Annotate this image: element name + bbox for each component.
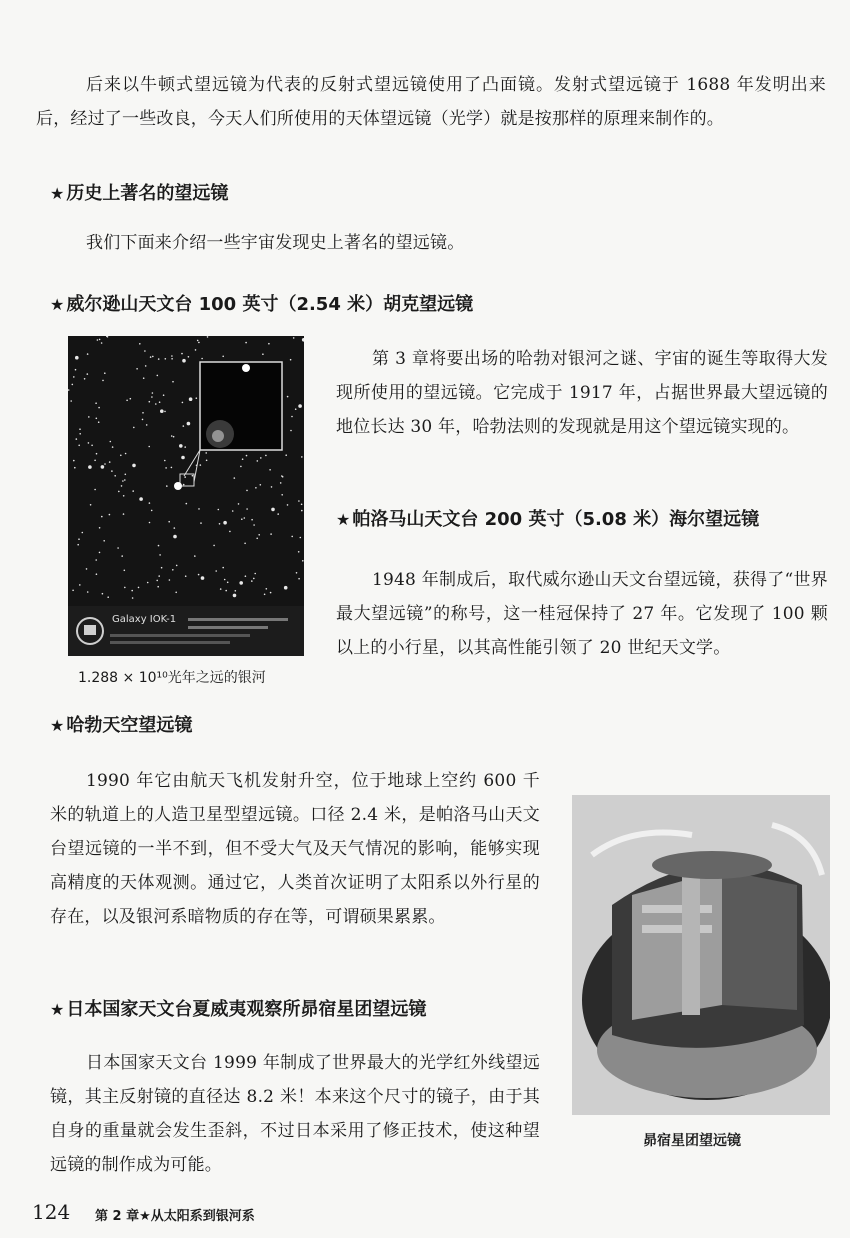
star-point: [218, 509, 220, 511]
star-point: [142, 419, 144, 421]
star-point: [96, 418, 98, 420]
star-point: [165, 358, 167, 360]
star-point: [268, 343, 270, 345]
star-point: [242, 458, 244, 460]
star-point: [260, 457, 262, 459]
star-point: [246, 508, 248, 510]
star-point: [206, 460, 208, 462]
star-point: [126, 400, 128, 402]
star-point: [269, 469, 271, 471]
star-point: [298, 500, 300, 502]
star-point: [124, 479, 126, 481]
heading-hubble-title: 哈勃天空望远镜: [66, 715, 193, 736]
star-point: [222, 356, 224, 358]
star-point: [87, 353, 89, 355]
star-point: [295, 408, 297, 410]
star-point: [99, 339, 101, 341]
star-point: [246, 455, 248, 457]
star-point: [110, 441, 112, 443]
star-point: [198, 508, 200, 510]
star-point: [101, 465, 105, 469]
star-point: [189, 397, 193, 401]
star-point: [122, 480, 124, 482]
star-point: [271, 508, 275, 512]
star-point: [73, 460, 75, 462]
star-point: [151, 396, 153, 398]
star-point: [95, 559, 97, 561]
star-point: [260, 484, 262, 486]
star-point: [201, 576, 205, 580]
star-point: [290, 430, 292, 432]
star-point: [111, 470, 113, 472]
star-point: [173, 535, 177, 539]
star-point: [244, 543, 246, 545]
star-point: [185, 575, 187, 577]
star-point: [120, 455, 122, 457]
star-point: [302, 560, 304, 562]
star-point: [184, 476, 186, 478]
star-point: [112, 446, 114, 448]
star-point: [159, 401, 161, 403]
star-point: [215, 570, 217, 572]
star-point: [94, 489, 96, 491]
star-point: [123, 495, 125, 497]
heading-hale-telescope: [336, 505, 759, 531]
star-point: [222, 567, 224, 569]
star-point: [194, 555, 196, 557]
star-point: [172, 569, 174, 571]
star-point: [77, 544, 79, 546]
star-point: [265, 455, 267, 457]
star-point: [187, 422, 191, 426]
star-point: [114, 475, 116, 477]
star-point: [227, 582, 229, 584]
star-point: [179, 444, 183, 448]
star-point: [143, 377, 145, 379]
star-point: [79, 428, 81, 430]
star-point: [164, 460, 166, 462]
heading-subaru-telescope: [50, 995, 426, 1021]
star-point: [125, 474, 127, 476]
star-icon: ★: [50, 1000, 65, 1019]
star-point: [86, 568, 88, 570]
star-point: [157, 586, 159, 588]
star-point: [104, 463, 106, 465]
star-point: [245, 575, 247, 577]
star-point: [282, 476, 284, 478]
star-point: [224, 579, 226, 581]
page-number: 124: [32, 1200, 71, 1224]
star-point: [207, 336, 209, 338]
heading-hale-title: 帕洛马山天文台 200 英寸（5.08 米）海尔望远镜: [352, 509, 760, 530]
star-point: [205, 452, 207, 454]
star-point: [176, 565, 178, 567]
galaxy-image-label: Galaxy IOK-1: [112, 614, 177, 625]
star-point: [171, 358, 173, 360]
star-point: [198, 342, 200, 344]
star-point: [234, 477, 236, 479]
star-point: [123, 513, 125, 515]
star-point: [95, 402, 97, 404]
intro-paragraph: 后来以牛顿式望远镜为代表的反射式望远镜使用了凸面镜。发射式望远镜于 1688 年发明出来后，经过了一些改良，今天人们所使用的天体望远镜（光学）就是按那样的原理来制作的。: [36, 75, 826, 129]
star-point: [240, 466, 242, 468]
star-point: [184, 446, 186, 448]
star-point: [264, 594, 266, 596]
star-point: [70, 400, 72, 402]
star-point: [287, 396, 289, 398]
star-point: [102, 380, 104, 382]
star-point: [88, 416, 90, 418]
star-point: [201, 358, 203, 360]
star-point: [94, 460, 96, 462]
star-point: [132, 464, 136, 468]
heading-hooker-telescope: [50, 290, 473, 316]
star-point: [104, 372, 106, 374]
star-point: [109, 461, 111, 463]
star-point: [75, 369, 77, 371]
hale-paragraph: 1948 年制成后，取代威尔逊山天文台望远镜，获得了“世界最大望远镜”的称号，这一桂冠保持了 27 年。它发现了 100 颗以上的小行星，以其高性能引领了 20 世纪天文学。: [336, 570, 828, 658]
star-point: [188, 356, 190, 358]
star-point: [198, 574, 200, 576]
star-point: [169, 579, 171, 581]
heading-hubble-telescope: [50, 711, 192, 737]
star-icon: ★: [50, 295, 65, 314]
star-point: [107, 596, 109, 598]
subaru-telescope-image: [572, 795, 830, 1115]
star-point: [239, 581, 243, 585]
star-point: [78, 538, 80, 540]
star-point: [277, 513, 279, 515]
galaxy-image-caption: 1.288 × 10¹⁰光年之远的银河: [78, 670, 266, 686]
star-point: [125, 453, 127, 455]
star-point: [270, 592, 272, 594]
star-point: [138, 587, 140, 589]
star-point: [146, 424, 148, 426]
heading-famous-telescopes: [50, 179, 228, 205]
star-icon: ★: [50, 184, 65, 203]
star-point: [171, 467, 173, 469]
star-point: [103, 540, 105, 542]
star-point: [156, 580, 158, 582]
famous-paragraph: 我们下面来介绍一些宇宙发现史上著名的望远镜。: [86, 233, 465, 253]
star-point: [75, 356, 79, 360]
star-point: [186, 503, 188, 505]
star-point: [181, 353, 183, 355]
star-point: [151, 510, 153, 512]
star-point: [155, 403, 157, 405]
star-point: [183, 484, 185, 486]
star-point: [196, 397, 198, 399]
star-point: [168, 521, 170, 523]
star-point: [291, 536, 293, 538]
star-point: [102, 593, 104, 595]
star-point: [232, 510, 234, 512]
star-point: [161, 567, 163, 569]
star-point: [78, 445, 80, 447]
star-point: [223, 521, 227, 525]
star-point: [139, 343, 141, 345]
star-point: [133, 427, 135, 429]
star-point: [136, 368, 138, 370]
star-point: [118, 491, 120, 493]
star-point: [287, 504, 289, 506]
star-point: [99, 527, 101, 529]
star-point: [124, 587, 126, 589]
star-point: [200, 464, 202, 466]
subaru-image-caption: 昴宿星团望远镜: [643, 1133, 741, 1149]
star-point: [244, 517, 246, 519]
star-point: [256, 538, 258, 540]
star-point: [225, 590, 227, 592]
star-point: [76, 438, 78, 440]
star-point: [301, 456, 303, 458]
star-point: [163, 394, 165, 396]
star-point: [159, 554, 161, 556]
star-point: [73, 376, 75, 378]
star-point: [72, 590, 74, 592]
star-point: [270, 533, 272, 535]
star-point: [245, 342, 247, 344]
star-point: [147, 582, 149, 584]
star-point: [84, 378, 86, 380]
star-point: [284, 586, 288, 590]
star-point: [142, 412, 144, 414]
star-point: [300, 537, 302, 539]
star-point: [72, 384, 74, 386]
star-icon: ★: [336, 510, 351, 529]
star-point: [88, 442, 90, 444]
star-point: [149, 401, 151, 403]
star-point: [101, 516, 103, 518]
star-point: [149, 502, 151, 504]
star-point: [181, 456, 185, 460]
star-point: [87, 591, 89, 593]
star-point: [152, 392, 154, 394]
star-point: [149, 522, 151, 524]
star-point: [121, 555, 123, 557]
star-point: [262, 353, 264, 355]
star-point: [158, 545, 160, 547]
star-point: [291, 416, 293, 418]
star-point: [165, 467, 167, 469]
star-point: [132, 597, 134, 599]
star-point: [173, 436, 175, 438]
chapter-title: 第 2 章★从太阳系到银河系: [95, 1209, 255, 1224]
galaxy-iok1-image: [68, 336, 304, 656]
star-point: [271, 486, 273, 488]
star-point: [257, 460, 259, 462]
star-point: [148, 446, 150, 448]
star-point: [253, 578, 255, 580]
star-point: [107, 336, 109, 338]
heading-hooker-title: 威尔逊山天文台 100 英寸（2.54 米）胡克望远镜: [66, 294, 474, 315]
star-point: [121, 485, 123, 487]
star-point: [171, 355, 173, 357]
star-point: [251, 519, 253, 521]
star-point: [281, 494, 283, 496]
star-point: [139, 497, 143, 501]
star-point: [229, 531, 231, 533]
star-point: [266, 588, 268, 590]
star-point: [131, 590, 133, 592]
star-point: [87, 373, 89, 375]
star-point: [293, 337, 295, 339]
star-point: [197, 340, 199, 342]
star-point: [290, 359, 292, 361]
star-point: [192, 475, 194, 477]
star-point: [132, 490, 134, 492]
star-point: [117, 547, 119, 549]
star-point: [144, 350, 146, 352]
star-icon: ★: [50, 716, 65, 735]
star-point: [253, 524, 255, 526]
star-point: [175, 592, 177, 594]
star-point: [195, 349, 197, 351]
star-point: [183, 425, 185, 427]
star-point: [101, 342, 103, 344]
star-point: [130, 398, 132, 400]
star-point: [246, 490, 248, 492]
star-point: [91, 445, 93, 447]
star-point: [157, 375, 159, 377]
star-point: [213, 545, 215, 547]
star-point: [280, 482, 282, 484]
star-point: [88, 465, 92, 469]
star-point: [285, 454, 287, 456]
star-point: [296, 572, 298, 574]
star-point: [74, 467, 76, 469]
star-point: [235, 590, 237, 592]
star-point: [171, 435, 173, 437]
subaru-paragraph: 日本国家天文台 1999 年制成了世界最大的光学红外线望远镜，其主反射镜的直径达 8.2 米！本来这个尺寸的镜子，由于其自身的重量就会发生歪斜，不过日本采用了修正技术，使这种望远镜的制作成为可能。: [50, 1053, 540, 1175]
hubble-paragraph: 1990 年它由航天飞机发射升空，位于地球上空约 600 千米的轨道上的人造卫星型望远镜。口径 2.4 米，是帕洛马山天文台望远镜的一半不到，但不受大气及天气情况的影响，能够实现高精度的天体观测。通过它，人类首次证明了太阳系以外行星的存在，以及银河系暗物质的存在等，可谓硕果累累。: [50, 771, 540, 927]
hooker-paragraph: 第 3 章将要出场的哈勃对银河之谜、宇宙的诞生等取得大发现所使用的望远镜。它完成于 1917 年，占据世界最大望远镜的地位长达 30 年，哈勃法则的发现就是用这个望远镜实现的。: [336, 349, 828, 437]
star-point: [158, 358, 160, 360]
star-point: [298, 551, 300, 553]
star-point: [152, 356, 154, 358]
star-point: [174, 527, 176, 529]
star-point: [301, 510, 303, 512]
star-point: [150, 356, 152, 358]
star-point: [166, 485, 168, 487]
star-point: [79, 584, 81, 586]
heading-subaru-title: 日本国家天文台夏威夷观察所昴宿星团望远镜: [66, 999, 427, 1020]
star-point: [97, 339, 99, 341]
star-point: [298, 404, 302, 408]
star-point: [220, 588, 222, 590]
star-point: [301, 504, 303, 506]
star-point: [145, 365, 147, 367]
star-point: [238, 503, 240, 505]
star-point: [298, 578, 300, 580]
star-point: [255, 487, 257, 489]
star-point: [182, 359, 186, 363]
star-point: [233, 594, 237, 598]
star-point: [158, 575, 160, 577]
star-point: [109, 514, 111, 516]
star-point: [164, 411, 166, 413]
star-point: [219, 523, 221, 525]
star-point: [241, 518, 243, 520]
star-point: [182, 402, 184, 404]
star-point: [172, 381, 174, 383]
star-point: [90, 504, 92, 506]
star-point: [96, 453, 98, 455]
star-point: [96, 573, 98, 575]
star-point: [124, 570, 126, 572]
star-point: [200, 522, 202, 524]
star-point: [99, 552, 101, 554]
star-point: [258, 534, 260, 536]
star-point: [160, 409, 164, 413]
star-point: [79, 433, 81, 435]
star-point: [98, 421, 100, 423]
heading-famous-title: 历史上著名的望远镜: [66, 183, 229, 204]
star-point: [98, 407, 100, 409]
star-point: [82, 532, 84, 534]
star-point: [254, 573, 256, 575]
star-point: [251, 580, 253, 582]
